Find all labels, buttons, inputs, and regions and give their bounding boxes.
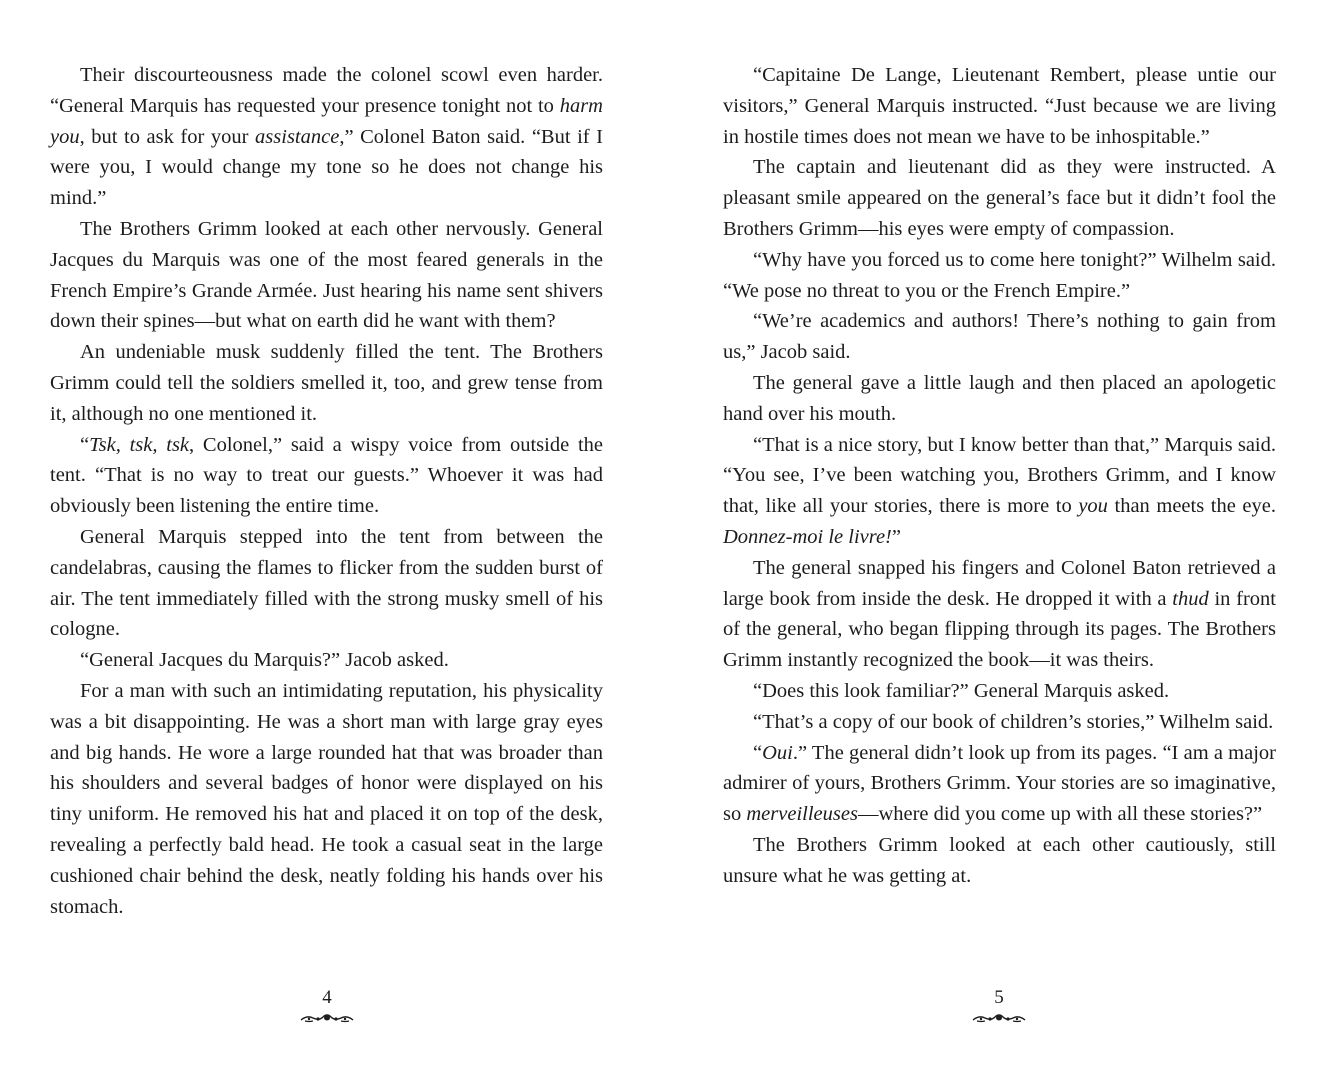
left-page-folio	[297, 988, 357, 1023]
paragraph	[50, 522, 603, 645]
text-run: “We’re academics and authors! There’s nothing to gain from us,” Jacob said.	[723, 310, 1276, 364]
text-run: For a man with such an intimidating reputation, his physicality was a bit disappointing. He was a short man with large gray eyes and big hands. He wore a large rounded hat that was broader than his shoulders and several badges of honor were displayed on his tiny uniform. He removed his hat and placed it on top of the desk, revealing a perfectly bald head. He took a casual seat in the large cushioned chair behind the desk, neatly folding his hands over his stomach.	[50, 679, 603, 918]
paragraph	[723, 306, 1276, 368]
italic-text: harm you	[50, 94, 603, 148]
page-number: 4	[322, 987, 332, 1008]
text-run: The general snapped his fingers and Colonel Baton retrieved a large book from inside the desk. He dropped it with a	[723, 556, 1276, 610]
text-run: in front of the general, who began flipping through its pages. The Brothers Grimm instantly recognized the book—it was theirs.	[723, 587, 1277, 672]
left-page-text	[50, 60, 603, 922]
paragraph	[723, 60, 1276, 152]
italic-text: thud	[1172, 587, 1209, 610]
text-run: ,” Colonel Baton said. “But if I were you, I would change my tone so he does not change his mind.”	[50, 125, 603, 210]
text-run: “	[753, 741, 763, 764]
text-run: , Colonel,” said a wispy voice from outside the tent. “That is no way to treat our guests.” Whoever it was had obviously been listening the entire time.	[50, 433, 603, 518]
text-run: “	[80, 433, 90, 456]
paragraph	[50, 430, 603, 522]
text-run: “Why have you forced us to come here tonight?” Wilhelm said. “We pose no threat to you or the French Empire.”	[723, 248, 1276, 302]
text-run: —where did you come up with all these stories?”	[857, 803, 1263, 826]
text-run: .” The general didn’t look up from its pages. “I am a major admirer of yours, Brothers Grimm. Your stories are so imaginative, so	[723, 741, 1276, 826]
text-run: “Does this look familiar?” General Marquis asked.	[753, 679, 1170, 702]
italic-text: you	[1078, 495, 1108, 518]
left-page	[50, 60, 603, 1060]
paragraph	[50, 645, 603, 676]
text-run: , but to ask for your	[79, 125, 256, 148]
italic-text: Donnez-moi le livre!	[723, 525, 892, 548]
text-run: The Brothers Grimm looked at each other nervously. General Jacques du Marquis was one of the most feared generals in the French Empire’s Grande Armée. Just hearing his name sent shivers down their spines—but what on earth did he want with them?	[50, 217, 603, 333]
italic-text: assistance	[255, 125, 340, 148]
paragraph	[723, 707, 1276, 738]
paragraph	[723, 152, 1276, 244]
paragraph	[723, 676, 1276, 707]
right-page	[723, 60, 1276, 1060]
paragraph	[50, 337, 603, 429]
right-page-folio	[969, 988, 1029, 1023]
text-run: “That is a nice story, but I know better than that,” Marquis said. “You see, I’ve been watching you, Brothers Grimm, and I know that, like all your stories, there is more to	[723, 433, 1276, 518]
italic-text: merveilleuses	[746, 803, 858, 826]
italic-text: Tsk, tsk, tsk	[89, 433, 190, 456]
flourish-icon	[971, 1011, 1027, 1023]
text-run: “General Jacques du Marquis?” Jacob asked.	[80, 649, 449, 672]
paragraph	[723, 738, 1276, 830]
paragraph	[723, 245, 1276, 307]
page-number: 5	[994, 987, 1004, 1008]
flourish-icon	[299, 1011, 355, 1023]
text-run: than meets the eye.	[1107, 495, 1276, 518]
right-page-text	[723, 60, 1276, 892]
paragraph	[723, 368, 1276, 430]
text-run: The Brothers Grimm looked at each other cautiously, still unsure what he was getting at.	[723, 833, 1276, 887]
text-run: “Capitaine De Lange, Lieutenant Rembert, please untie our visitors,” General Marquis instructed. “Just because we are living in hostile times does not mean we have to be inhospitable.”	[723, 64, 1276, 148]
paragraph	[50, 676, 603, 922]
text-run: Their discourteousness made the colonel scowl even harder. “General Marquis has requested your presence tonight not to	[50, 64, 603, 117]
paragraph	[50, 214, 603, 337]
paragraph	[723, 830, 1276, 892]
italic-text: Oui	[762, 741, 793, 764]
text-run: ”	[891, 525, 901, 548]
text-run: “That’s a copy of our book of children’s stories,” Wilhelm said.	[753, 710, 1274, 733]
paragraph	[50, 60, 603, 214]
paragraph	[723, 430, 1276, 553]
text-run: The captain and lieutenant did as they were instructed. A pleasant smile appeared on the general’s face but it didn’t fool the Brothers Grimm—his eyes were empty of compassion.	[723, 156, 1276, 240]
text-run: General Marquis stepped into the tent from between the candelabras, causing the flames to flicker from the sudden burst of air. The tent immediately filled with the strong musky smell of his cologne.	[50, 525, 603, 641]
text-run: The general gave a little laugh and then placed an apologetic hand over his mouth.	[723, 371, 1276, 425]
text-run: An undeniable musk suddenly filled the tent. The Brothers Grimm could tell the soldiers smelled it, too, and grew tense from it, although no one mentioned it.	[50, 341, 603, 425]
paragraph	[723, 553, 1276, 676]
